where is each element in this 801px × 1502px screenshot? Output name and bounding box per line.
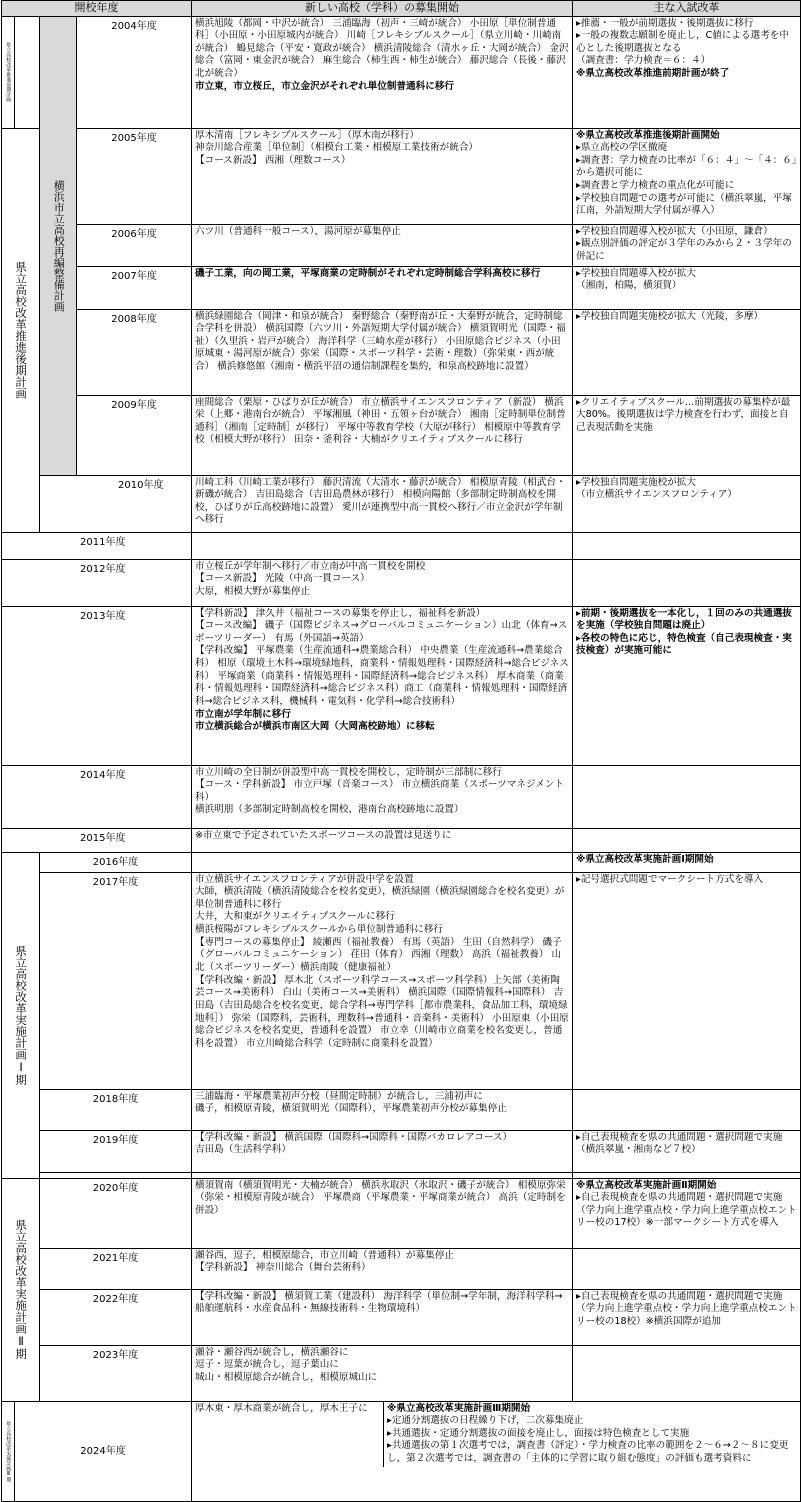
schools-text: 【学科改編・新設】 横須賀工業（建設科） 海洋科学（単位制→学年制，海洋科学科→船舶運航科・水産食品科・無線技術科・生物環境科）	[195, 1290, 563, 1315]
table-row	[2, 16, 801, 128]
exam-text: ▸学校独自問題実施校が拡大	[576, 476, 696, 488]
exam-cell	[573, 872, 801, 1089]
exam-text: （市立横浜サイエンスフロンティア）	[576, 489, 737, 501]
schools-text: 城山・相模原総合が統合し，相模原城山に	[195, 1371, 378, 1383]
year-cell: 2017年度	[40, 872, 192, 1089]
schools-text: 神奈川総合産業［単位制］（相模台工業・相模原工業技術が統合）	[195, 142, 479, 154]
schools-text: 三浦臨海・平塚農業初声分校（昼間定時制）が統合し，三浦初声に	[195, 1090, 483, 1102]
schools-cell	[192, 852, 573, 872]
schools-cell	[192, 765, 573, 828]
year-cell: 2007年度	[77, 266, 192, 309]
schools-text: 【コース新設】 光陵（中高一貫コース）	[195, 573, 370, 585]
schools-cell	[192, 128, 573, 224]
exam-text: ▸共通選抜・定通分割選抜の面接を廃止し，面接は特色検査として実施	[387, 1427, 690, 1439]
exam-text: ▸共通選抜の第１次選考では，調査書（評定）・学力検査の比率の範囲を２〜６→２〜８に変更し，第２次選考では，調査書の「主体的に学習に取り組む態度」の評価も選考資料に	[387, 1440, 789, 1465]
schools-cell	[192, 872, 573, 1089]
exam-cell	[573, 828, 801, 852]
schools-text: ※市立東で予定されていたスポーツコースの設置は見送りに	[195, 829, 452, 841]
schools-text: 瀬谷西，逗子，相模原総合，市立川崎（普通科）が募集停止	[195, 1249, 455, 1261]
schools-text: 市立東，市立桜丘，市立金沢がそれぞれ単位制普通科に移行	[195, 80, 455, 92]
schools-text: 市立桜丘が学年制へ移行／市立南が中高一貫校を開校	[195, 560, 426, 572]
schools-cell	[192, 1178, 573, 1248]
group-post-plan: 県立高校改革推進後期計画	[2, 128, 40, 532]
year-cell: 2018年度	[40, 1089, 192, 1130]
schools-cell	[192, 1289, 573, 1345]
table-row	[2, 606, 801, 765]
header-year: 開校年度	[2, 1, 192, 17]
exam-cell	[573, 1178, 801, 1248]
table-row	[2, 872, 801, 1089]
schools-text: 【学科新設】 津久井（福祉コースの募集を停止し，福祉科を新設）	[195, 607, 486, 619]
table-row	[2, 1130, 801, 1172]
exam-cell	[573, 1089, 801, 1130]
exam-text: ▸記号選択式問題でマークシート方式を導入	[576, 873, 764, 885]
schools-cell	[192, 224, 573, 266]
year-cell: 2005年度	[77, 128, 192, 224]
exam-text: ※県立高校改革推進後期計画開始	[576, 129, 720, 141]
table-row	[2, 309, 801, 395]
group-yokohama: 横浜市立高校再編整備計画	[40, 16, 77, 475]
schools-text: 吉田島（生活科学科）	[195, 1144, 291, 1156]
exam-text: （湘南，柏陽，横須賀）	[576, 280, 682, 292]
schools-cell	[192, 532, 573, 559]
exam-text: ▸学校独自問題導入校が拡大	[576, 267, 696, 279]
year-cell: 2024年度	[15, 1401, 192, 1501]
table-row	[2, 559, 801, 606]
exam-cell	[573, 1289, 801, 1345]
exam-cell	[384, 1402, 800, 1467]
year-cell: 2023年度	[40, 1345, 192, 1401]
table-row	[2, 828, 801, 852]
schools-cell	[192, 309, 573, 395]
table-row	[2, 1248, 801, 1289]
year-cell: 2004年度	[77, 16, 192, 128]
schools-cell	[192, 475, 573, 532]
schools-text: 横浜明朋（多部制定時制高校を開校，港南台高校跡地に設置）	[195, 804, 464, 816]
exam-cell	[573, 16, 801, 128]
year-cell: 2021年度	[40, 1248, 192, 1289]
exam-text: ※県立高校改革実施計画Ⅱ期開始	[576, 1179, 717, 1191]
exam-text: ※県立高校改革実施計画Ⅰ期開始	[576, 853, 714, 865]
group-pre-plan: 県立高校改革推進前期計画	[2, 16, 15, 128]
year-cell: 2014年度	[2, 765, 192, 828]
exam-cell	[573, 395, 801, 475]
schools-text: 横浜緑園総合（岡津・和泉が統合） 秦野総合（秦野南が丘・大秦野が統合，定時制総合学科を併設） 横浜国際（六ツ川・外語短期大学付属が統合） 横須賀明光（国際・福祉）（久里浜・岩戸が統合） 海洋科学（三崎水産が移行） 小田原総合ビジネス（小田原城東・湯河原が統合）弥栄（国際・スポーツ科学・芸術・理数）（弥栄東・西が統合） 横浜修悠館（湘南・横浜平沼の通信制課程を集約，和泉高校跡地に設置）	[195, 310, 566, 373]
table-row	[2, 475, 801, 532]
schools-cell	[192, 395, 573, 475]
schools-cell	[192, 606, 573, 765]
year-cell: 2013年度	[2, 606, 192, 765]
exam-cell	[573, 1248, 801, 1289]
year-cell: 2009年度	[77, 395, 192, 475]
exam-text: ※県立高校改革実施計画Ⅲ期開始	[387, 1402, 531, 1414]
schools-cell	[192, 1345, 573, 1401]
exam-cell	[573, 309, 801, 395]
schools-cell	[192, 559, 573, 606]
schools-text: 横須賀南（横須賀明光・大楠が統合） 横浜氷取沢（氷取沢・磯子が統合） 相模原弥栄（弥栄・相模原青陵が統合） 平塚農商（平塚農業・平塚商業が統合） 高浜（定時制を併設）	[195, 1179, 566, 1216]
schools-text: 市立横浜総合が横浜市南区大岡（大岡高校跡地）に移転	[195, 721, 435, 733]
exam-text: ▸一般の複数志願制を廃止し，C値による選考を中心とした後期選抜となる	[576, 30, 789, 54]
exam-text: ▸前期・後期選抜を一本化し，１回のみの共通選抜を実施（学校独自問題は廃止）	[576, 607, 792, 632]
schools-text: 【コース新設】 西湘（理数コース）	[195, 154, 351, 166]
schools-text: 【専門コースの募集停止】 綾瀬西（福祉教養） 有馬（英語） 生田（自然科学） 磯子（グローバルコミュニケーション） 荏田（体育） 西湘（理数） 高浜（福祉教養） 山北（スポーツリーダー）横浜南陵（健康福祉）	[195, 936, 562, 974]
year-cell: 2015年度	[2, 828, 192, 852]
schools-text: 座間総合（栗原・ひばりが丘が統合） 市立横浜サイエンスフロンティア（新設） 横浜栄（上郷・港南台が統合） 平塚湘風（神田・五領ヶ台が統合） 湘南［定時制単位制普通科］（湘南［定時制］が移行） 平塚中等教育学校（大原が移行） 相模原中等教育学校（相模大野が移行） 田奈・釜利谷・大楠がクリエイティブスクールに移行	[195, 396, 566, 446]
schools-text: 川崎工科（川崎工業が移行） 藤沢清流（大清水・藤沢が統合） 相模原青陵（相武台・新磯が統合） 吉田島総合（吉田島農林が移行） 相模向陽館（多部制定時制高校を開校，ひばりが丘高校跡地に設置） 愛川が連携型中高一貫校へ移行／市立金沢が学年制へ移行	[195, 476, 566, 526]
exam-cell	[573, 532, 801, 559]
exam-text: ▸定通分割選抜の日程繰り下げ，二次募集廃止	[387, 1415, 584, 1427]
exam-text: ▸自己表現検査を県の共通問題・選択問題で実施（学力向上進学重点校・学力向上進学重点校エントリー校の18校）※横浜国際が追加	[576, 1290, 797, 1327]
schools-cell	[192, 1130, 573, 1172]
schools-text: 六ツ川（普通科一般コース），湯河原が募集停止	[195, 225, 401, 237]
schools-text: 【学科改編】 平塚農業（生産流通科→農業総合科） 中央農業（生産流通科→農業総合科） 相原（環境土木科→環境緑地科，商業科・情報処理科・国際経済科→総合ビジネス科） 平塚商業（商業科・情報処理科・国際経済科→総合ビジネス科） 厚木商業（商業科・情報処理科・国際経済科→総合ビジネス科）商工（商業科・情報処理科・国際経済科→総合ビジネス科，機械科・電気科・化学科→総合技術科）	[195, 645, 569, 708]
exam-cell	[573, 1130, 801, 1172]
table-row	[2, 765, 801, 828]
schools-text: 【学科改編・新設】 厚木北（スポーツ科学コース→スポーツ科学科）上矢部（美術陶芸コース→美術科） 白山（美術コース→美術科） 横浜国際（国際情報科→国際科） 吉田島（吉田島総合を校名変更，総合学科→専門学科［都市農業科，食品加工科，環境緑地科］） 弥栄（国際科，芸術科，理数科→普通科・音楽科・美術科） 小田原東（小田原総合ビジネスを校名変更，普通科を設置） 市立幸（川崎市立商業を校名変更し，普通科を設置） 市立川崎総合科学（定時制に商業科を設置）	[195, 974, 569, 1050]
schools-text: 厚木東・厚木商業が統合し，厚木王子に	[195, 1402, 368, 1414]
table-row	[2, 1089, 801, 1130]
blank-cell	[15, 16, 40, 128]
header-schools: 新しい高校（学科）の募集開始	[192, 1, 573, 17]
schools-text: 市立川崎の全日制が併設型中高一貫校を開校し，定時制が三部制に移行	[195, 766, 502, 778]
table-row	[2, 1178, 801, 1248]
exam-text: ▸クリエイティブスクール…前期選抜の募集枠が最大80%。後期選抜は学力検査を行わず，面接と自己表現活動を実施	[576, 396, 791, 433]
year-cell: 2006年度	[77, 224, 192, 266]
schools-cell	[192, 1402, 384, 1467]
schools-text: 大師，横浜清陵（横浜清陵総合を校名変更），横浜緑園（横浜緑園総合を校名変更）が単位制普通科に移行	[195, 886, 565, 910]
schools-text: 【コース改編】 磯子（国際ビジネス→グローバルコミュニケーション）山北（体育→スポーツリーダー） 有馬（外国語→英語）	[195, 620, 568, 644]
year-cell: 2022年度	[40, 1289, 192, 1345]
exam-text: ▸学校独自問題実施校が拡大（光陵，多摩）	[576, 310, 764, 322]
table-row	[2, 1345, 801, 1401]
schools-text: 磯子工業，向の岡工業，平塚商業の定時制がそれぞれ定時制総合学科高校に移行	[195, 267, 541, 279]
table-row	[2, 224, 801, 266]
schools-text: 逗子・逗葉が統合し，逗子葉山に	[195, 1359, 339, 1371]
schools-text: 市立南が学年制に移行	[195, 708, 291, 720]
year-cell: 2016年度	[40, 852, 192, 872]
exam-text: （調査書：学力検査＝６：４）	[576, 55, 711, 67]
exam-text: ▸学校独自問題導入校が拡大（小田原，鎌倉）	[576, 225, 773, 237]
header-exam: 主な入試改革	[573, 1, 801, 17]
schools-text: 【学科新設】 神奈川総合（舞台芸術科）	[195, 1262, 371, 1274]
exam-cell	[573, 852, 801, 872]
schools-cell	[192, 1248, 573, 1289]
year-cell: 2011年度	[2, 532, 192, 559]
reform-table	[1, 0, 801, 1502]
group-impl3: 県立高校改革実施計画Ⅲ期	[2, 1401, 15, 1501]
schools-text: 横浜旭陵（都岡・中沢が統合） 三浦臨海（初声・三崎が統合） 小田原［単位制普通科］（小田原・小田原城内が統合） 川崎［フレキシブルスクール］（県立川崎・川崎南が統合） 鶴見総合（平安・寛政が統合） 横浜清陵総合（清水ヶ丘・大岡が統合） 金沢総合（富岡・東金沢が統合） 麻生総合（柿生西・柿生が統合） 藤沢総合（長後・藤沢北が統合）	[195, 17, 569, 80]
year-cell: 2019年度	[40, 1130, 192, 1172]
exam-cell	[573, 765, 801, 828]
exam-text: ▸自己表現検査を県の共通問題・選択問題で実施（学力向上進学重点校・学力向上進学重点校エントリー校の17校）※一部マークシート方式を導入	[576, 1192, 797, 1229]
table-row	[2, 1289, 801, 1345]
table-row	[2, 1401, 801, 1501]
exam-text: ▸自己表現検査を県の共通問題・選択問題で実施（横浜翠嵐・湘南など７校）	[576, 1131, 783, 1156]
table-row	[2, 532, 801, 559]
table-header-row	[2, 1, 801, 17]
exam-text: ▸推薦・一般が前期選抜・後期選抜に移行	[576, 17, 754, 29]
schools-text: 市立横浜サイエンスフロンティアが併設中学を設置	[195, 873, 414, 885]
exam-text: ▸観点別評価の評定が３学年のみから２・３学年の併記に	[576, 238, 792, 262]
schools-cell	[192, 16, 573, 128]
exam-text: ▸調査書と学力検査の重点化が可能に	[576, 180, 735, 192]
schools-cell	[192, 828, 573, 852]
schools-text: 【学科改編・新設】 横浜国際（国際科→国際科・国際バカロレアコース）	[195, 1131, 513, 1143]
schools-text: 瀬谷・瀬谷西が統合し，横浜瀬谷に	[195, 1346, 349, 1358]
year-cell: 2012年度	[2, 559, 192, 606]
schools-exam-cell	[192, 1401, 801, 1501]
group-impl1: 県立高校改革実施計画Ⅰ期	[2, 852, 40, 1178]
exam-text: ▸学校独自問題での選考が可能に（横浜翠嵐，平塚江南，外語短期大学付属が導入）	[576, 192, 792, 217]
exam-cell	[573, 475, 801, 532]
exam-cell	[573, 266, 801, 309]
table-row	[2, 128, 801, 224]
table-row	[2, 395, 801, 475]
exam-text: ▸調査書：学力検査の比率が「６：４」〜「４：６」から選択可能に	[576, 154, 797, 179]
exam-cell	[573, 559, 801, 606]
year-cell: 2020年度	[40, 1178, 192, 1248]
schools-text: 【コース・学科新設】 市立戸塚（音楽コース） 市立横浜商業（スポーツマネジメント科）	[195, 779, 565, 803]
exam-cell	[573, 1345, 801, 1401]
schools-text: 大井，大和東がクリエイティブスクールに移行	[195, 911, 395, 923]
schools-text: 磯子，相模原青陵，横須賀明光（国際科），平塚農業初声分校が募集停止	[195, 1103, 507, 1115]
exam-text: ※県立高校改革推進前期計画が終了	[576, 68, 730, 80]
schools-cell	[192, 266, 573, 309]
exam-cell	[573, 606, 801, 765]
exam-text: ▸県立高校の学区撤廃	[576, 142, 668, 154]
table-row	[2, 266, 801, 309]
year-cell: 2010年度	[40, 475, 192, 532]
schools-cell	[192, 1089, 573, 1130]
schools-text: 厚木清南［フレキシブルスクール］（厚木南が移行）	[195, 129, 420, 141]
exam-cell	[573, 224, 801, 266]
exam-cell	[573, 128, 801, 224]
group-impl2: 県立高校改革実施計画Ⅱ期	[2, 1178, 40, 1401]
year-cell: 2008年度	[77, 309, 192, 395]
schools-text: 横浜桜陽がフレキシブルスクールから単位制普通科に移行	[195, 924, 444, 936]
schools-text: 大原，相模大野が募集停止	[195, 585, 311, 597]
exam-text: ▸各校の特色に応じ，特色検査（自己表現検査・実技検査）が実施可能に	[576, 632, 792, 657]
table-row	[2, 852, 801, 872]
